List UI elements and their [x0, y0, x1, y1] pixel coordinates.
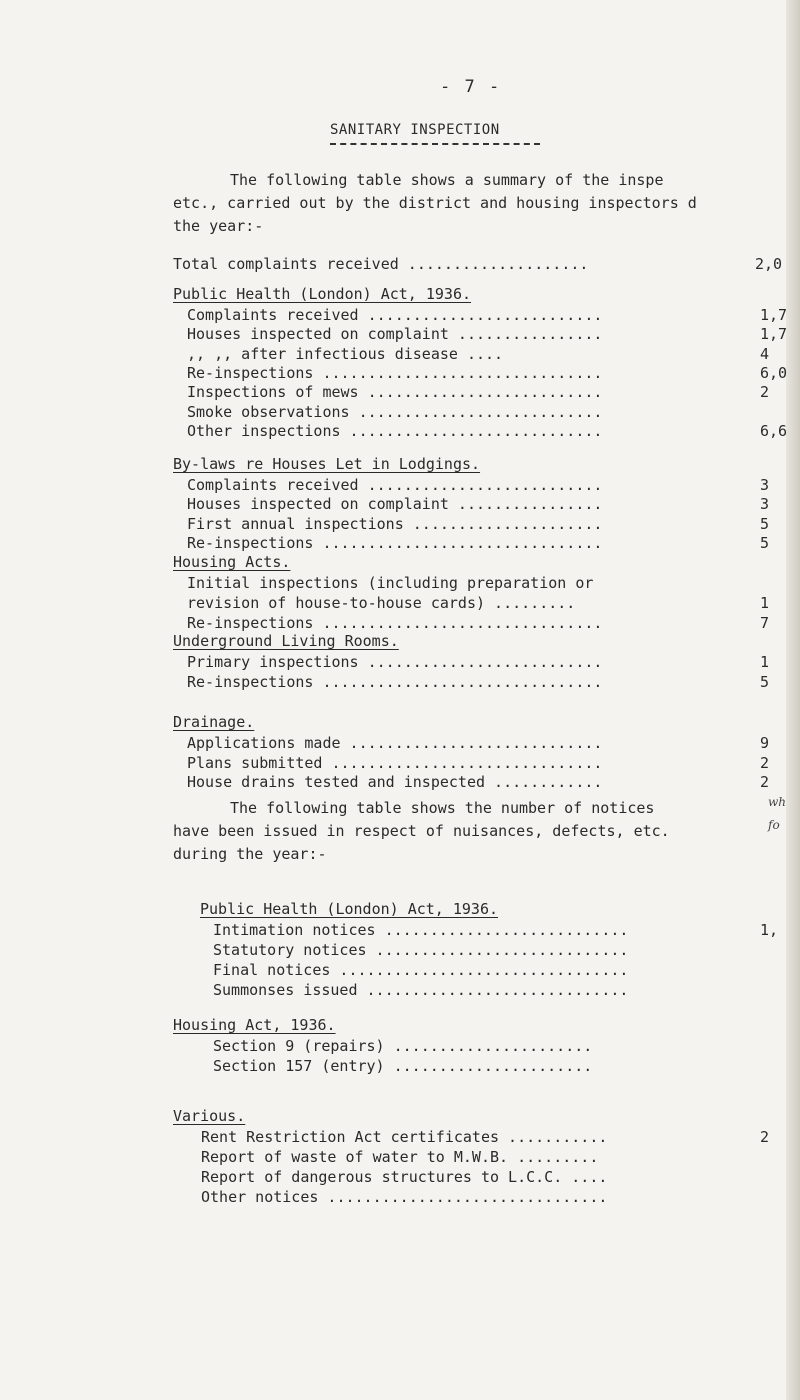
- public-health-row-value: 1,7: [760, 325, 788, 343]
- bylaws-row-label: Houses inspected on complaint ................: [187, 495, 603, 513]
- section-heading-public-health: Public Health (London) Act, 1936.: [173, 285, 472, 303]
- public-health-row-value: 6,0: [760, 364, 788, 382]
- notices-intro-line-3: during the year:-: [173, 845, 327, 863]
- public-health-row-label: ,, ,, after infectious disease ....: [187, 345, 504, 363]
- housing-row-label: Re-inspections ...............................: [187, 614, 603, 632]
- margin-note-2: fo: [768, 818, 780, 832]
- public-health-row-label: Other inspections ............................: [187, 422, 603, 440]
- page-right-edge: [786, 0, 800, 1400]
- notices-various-row-label: Other notices ...............................: [201, 1188, 608, 1206]
- bylaws-row-value: 5: [760, 534, 770, 552]
- drainage-row-label: House drains tested and inspected ............: [187, 773, 603, 791]
- housing-row-value: 1: [760, 594, 770, 612]
- notices-intro-line-2: have been issued in respect of nuisances, defects, etc.: [173, 822, 670, 840]
- notices-various-row-label: Report of dangerous structures to L.C.C. ....: [201, 1168, 608, 1186]
- bylaws-row-value: 5: [760, 515, 770, 533]
- drainage-row-value: 2: [760, 754, 770, 772]
- notices-public-health-row-label: Statutory notices ............................: [213, 941, 629, 959]
- notices-heading-public-health: Public Health (London) Act, 1936.: [200, 900, 499, 918]
- bylaws-row-label: First annual inspections .....................: [187, 515, 603, 533]
- underground-row-label: Re-inspections ...............................: [187, 673, 603, 691]
- bylaws-row-value: 3: [760, 495, 770, 513]
- notices-various-row-value: 2: [760, 1128, 770, 1146]
- public-health-row-label: Complaints received ..........................: [187, 306, 603, 324]
- total-complaints-value: 2,0: [755, 255, 783, 273]
- total-complaints-label: Total complaints received ....................: [173, 255, 589, 273]
- notices-housing-row-label: Section 9 (repairs) ......................: [213, 1037, 593, 1055]
- notices-various-row-label: Rent Restriction Act certificates ...........: [201, 1128, 608, 1146]
- margin-note-1: wh: [768, 795, 786, 809]
- drainage-row-value: 2: [760, 773, 770, 791]
- housing-row-value: 7: [760, 614, 770, 632]
- intro-line-2: etc., carried out by the district and housing inspectors d: [173, 194, 697, 212]
- notices-housing-row-label: Section 157 (entry) ......................: [213, 1057, 593, 1075]
- drainage-row-value: 9: [760, 734, 770, 752]
- section-heading-drainage: Drainage.: [173, 713, 255, 731]
- intro-line-1: The following table shows a summary of the inspe: [230, 171, 664, 189]
- housing-row-label: Initial inspections (including preparation or: [187, 574, 594, 592]
- title-underline: [330, 143, 540, 145]
- section-heading-housing-acts: Housing Acts.: [173, 553, 291, 571]
- notices-intro-line-1: The following table shows the number of notices: [230, 799, 655, 817]
- notices-public-health-row-label: Intimation notices ...........................: [213, 921, 629, 939]
- public-health-row-value: 6,6: [760, 422, 788, 440]
- public-health-row-value: 4: [760, 345, 770, 363]
- notices-heading-housing: Housing Act, 1936.: [173, 1016, 336, 1034]
- notices-public-health-row-label: Final notices ................................: [213, 961, 629, 979]
- public-health-row-label: Re-inspections ...............................: [187, 364, 603, 382]
- public-health-row-value: 1,7: [760, 306, 788, 324]
- bylaws-row-label: Complaints received ..........................: [187, 476, 603, 494]
- underground-row-value: 1: [760, 653, 770, 671]
- notices-various-row-label: Report of waste of water to M.W.B. .........: [201, 1148, 599, 1166]
- section-heading-bylaws: By-laws re Houses Let in Lodgings.: [173, 455, 481, 473]
- notices-public-health-row-label: Summonses issued .............................: [213, 981, 629, 999]
- section-heading-underground: Underground Living Rooms.: [173, 632, 399, 650]
- page-title: SANITARY INSPECTION: [330, 122, 500, 138]
- page-number: - 7 -: [440, 77, 502, 97]
- intro-line-3: the year:-: [173, 217, 264, 235]
- public-health-row-value: 2: [760, 383, 770, 401]
- public-health-row-label: Inspections of mews ..........................: [187, 383, 603, 401]
- notices-heading-various: Various.: [173, 1107, 246, 1125]
- bylaws-row-value: 3: [760, 476, 770, 494]
- public-health-row-label: Smoke observations ...........................: [187, 403, 603, 421]
- public-health-row-label: Houses inspected on complaint ................: [187, 325, 603, 343]
- underground-row-label: Primary inspections ..........................: [187, 653, 603, 671]
- underground-row-value: 5: [760, 673, 770, 691]
- bylaws-row-label: Re-inspections ...............................: [187, 534, 603, 552]
- drainage-row-label: Plans submitted ..............................: [187, 754, 603, 772]
- drainage-row-label: Applications made ............................: [187, 734, 603, 752]
- housing-row-label: revision of house-to-house cards) .........: [187, 594, 576, 612]
- notices-public-health-row-value: 1,: [760, 921, 779, 939]
